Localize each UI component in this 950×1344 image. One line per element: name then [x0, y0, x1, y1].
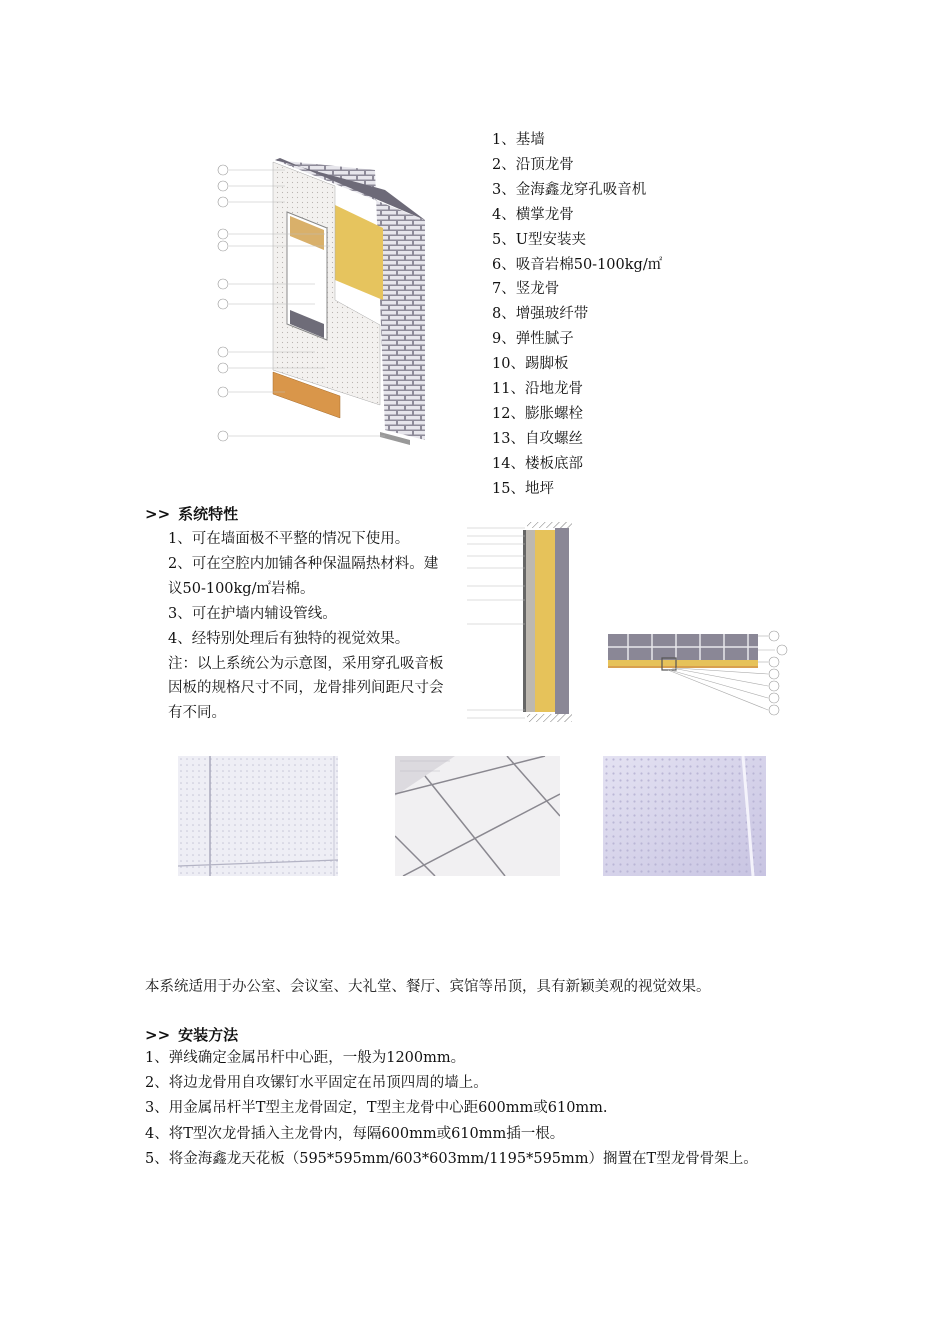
legend-item: 15、地坪	[492, 480, 554, 497]
legend-item: 13、自攻螺丝	[492, 430, 583, 447]
wall-section-diagram	[455, 520, 580, 725]
install-step: 5、将金海鑫龙天花板（595*595mm/603*603mm/1195*595mm）搁置在T型龙骨骨架上。	[145, 1150, 758, 1167]
legend-item: 10、踢脚板	[492, 356, 569, 373]
legend-item: 1、基墙	[492, 132, 545, 148]
legend-item: 11、沿地龙骨	[492, 381, 583, 398]
perforated-panel-photo	[178, 756, 338, 876]
perforated-wall-photo	[603, 756, 766, 876]
install-heading	[145, 1024, 238, 1045]
ceiling-grid-photo	[395, 756, 560, 876]
install-step: 4、将T型次龙骨插入主龙骨内，每隔600mm或610mm插一根。	[145, 1125, 565, 1142]
legend-item: 12、膨胀螺栓	[492, 405, 583, 422]
application-text: 本系统适用于办公室、会议室、大礼堂、餐厅、宾馆等吊顶，具有新颖美观的视觉效果。	[145, 979, 711, 995]
feature-note: 注：以上系统公为示意图，采用穿孔吸音板因板的规格尺寸不同，龙骨排列间距尺寸会有不同。	[168, 655, 444, 722]
feature-item: 4、经特别处理后有独特的视觉效果。	[168, 630, 410, 647]
install-steps	[145, 1046, 758, 1172]
legend-item: 7、竖龙骨	[492, 281, 560, 298]
arrow-icon: >>	[145, 1026, 171, 1044]
legend-item: 2、沿顶龙骨	[492, 156, 574, 173]
feature-item: 1、可在墙面极不平整的情况下使用。	[168, 531, 410, 547]
features-heading-text: 系统特性	[178, 505, 239, 523]
legend-item: 3、金海鑫龙穿孔吸音机	[492, 181, 647, 198]
feature-item: 2、可在空腔内加铺各种保温隔热材料。建议50-100kg/㎡岩棉。	[168, 555, 439, 597]
install-heading-text: 安装方法	[178, 1026, 239, 1044]
legend-item: 9、弹性腻子	[492, 331, 574, 348]
wall-system-diagram	[205, 150, 445, 450]
legend-item: 6、吸音岩棉50-100kg/㎡	[492, 256, 663, 273]
features-heading	[145, 503, 238, 524]
install-step: 2、将边龙骨用自攻镙钉水平固定在吊顶四周的墙上。	[145, 1075, 488, 1092]
legend-item: 8、增强玻纤带	[492, 306, 589, 323]
legend-item: 14、楼板底部	[492, 455, 583, 472]
legend-item: 4、横掌龙骨	[492, 206, 574, 223]
install-step: 1、弹线确定金属吊杆中心距，一般为1200mm。	[145, 1050, 466, 1066]
features-list	[168, 527, 458, 726]
legend-item: 5、U型安装夹	[492, 231, 586, 248]
feature-item: 3、可在护墙内辅设管线。	[168, 605, 337, 622]
arrow-icon: >>	[145, 505, 171, 523]
install-step: 3、用金属吊杆半T型主龙骨固定，T型主龙骨中心距600mm或610mm.	[145, 1100, 608, 1117]
component-legend	[492, 128, 662, 502]
wool-layer	[335, 205, 383, 300]
ceiling-section-diagram	[600, 628, 800, 723]
